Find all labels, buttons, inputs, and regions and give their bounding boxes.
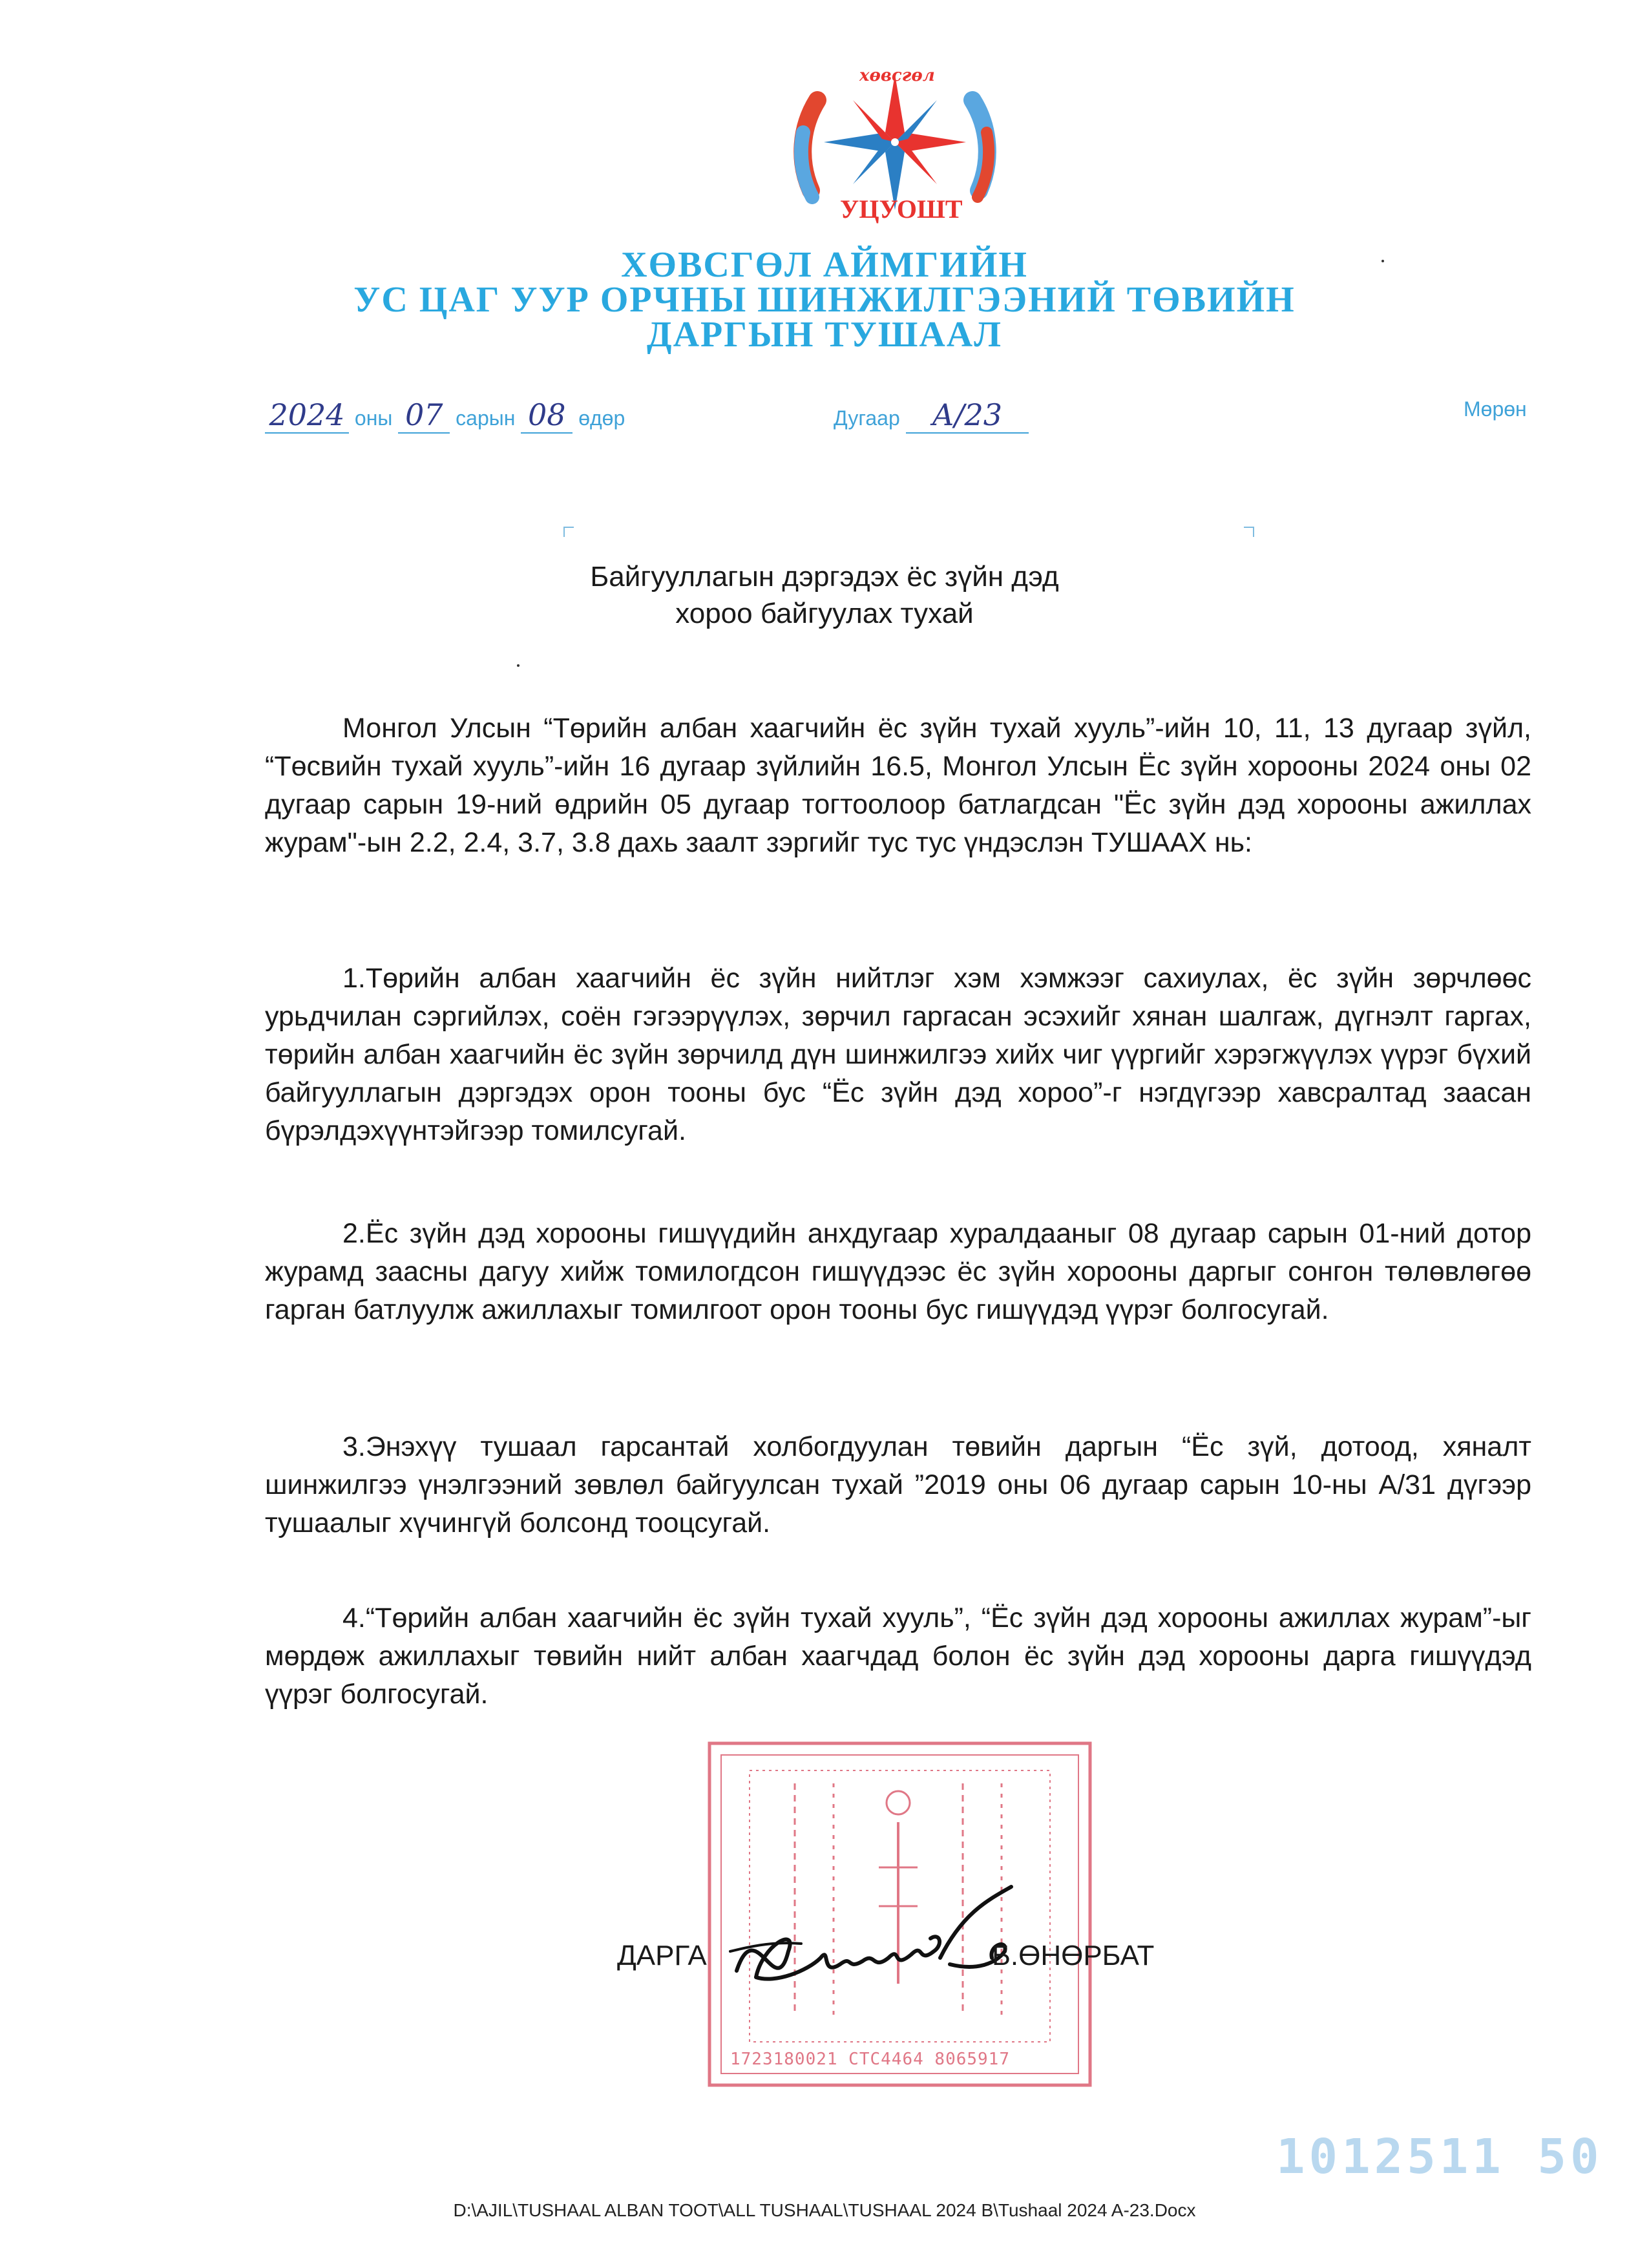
order-item-4 bbox=[265, 1599, 1531, 1714]
intro-text: Монгол Улсын “Төрийн албан хаагчийн ёс зүйн тухай хууль”-ийн 10, 11, 13 дугаар зүйл, “Төсвийн тухай хууль”-ийн 16 дугаар зүйлийн 16.5, Монгол Улсын Ёс зүйн хорооны 2024 оны 02 дугаар сарын 19-ний өдрийн 05 дугаар тогтоолоор батлагдсан "Ёс зүйн дэд хорооны ажиллах журам"-ын 2.2, 2.4, 3.7, 3.8 дахь заалт зэргийг тус тус үндэслэн ТУШААХ нь: bbox=[265, 713, 1531, 858]
subject-line-2: хороо байгуулах тухай bbox=[675, 598, 974, 629]
date-line bbox=[265, 397, 625, 434]
speck bbox=[517, 664, 520, 667]
order-item-3-text: 3.Энэхүү тушаал гарсантай холбогдуулан төвийн даргын “Ёс зүй, дотоод, хяналт шинжилгээ үнэлгээний зөвлөл байгуулсан тухай ”2019 оны 06 дугаар сарын 10-ны А/31 дүгээр тушаалыг хүчингүй болсонд тооцсугай. bbox=[265, 1431, 1531, 1538]
year-suffix: оны bbox=[354, 406, 393, 430]
signatory-title: ДАРГА bbox=[617, 1940, 707, 1971]
speck bbox=[1381, 260, 1384, 262]
handwritten-signature-icon bbox=[717, 1874, 1027, 2010]
intro-paragraph bbox=[265, 709, 1531, 862]
header-line-3: ДАРГЫН ТУШААЛ bbox=[647, 315, 1002, 355]
order-item-1 bbox=[265, 960, 1531, 1150]
month-suffix: сарын bbox=[456, 406, 516, 430]
order-number: А/23 bbox=[932, 397, 1003, 432]
logo-bottom-text: УЦУОШТ bbox=[840, 194, 963, 224]
corner-mark-left bbox=[563, 527, 574, 537]
serial-number: 1012511 50 bbox=[1276, 2129, 1603, 2185]
stamp-number: 1723180021 СТС4464 8065917 bbox=[730, 2050, 1010, 2069]
date-month: 07 bbox=[404, 397, 443, 432]
logo-top-text: хөвсгөл bbox=[859, 66, 935, 85]
order-item-3 bbox=[265, 1428, 1531, 1542]
city-name: Мөрөн bbox=[1464, 397, 1527, 421]
signatory-name: Б.ӨНӨРБАТ bbox=[992, 1940, 1155, 1971]
header-line-1: ХӨВСГӨЛ АЙМГИЙН bbox=[621, 245, 1028, 285]
order-item-1-text: 1.Төрийн албан хаагчийн ёс зүйн нийтлэг хэм хэмжээг сахиулах, ёс зүйн зөрчлөөс урьдчилан сэргийлэх, соён гэгээрүүлэх, зөрчил гаргасан эсэхийг хянан шалгаж, дүгнэлт гаргах, төрийн албан хаагчийн ёс зүйн зөрчилд дүн шинжилгээ хийх чиг үүргийг хэрэгжүүлэх үүрэг бүхий байгууллагын дэргэдэх орон тооны бус “Ёс зүйн дэд хороо”-г нэгдүгээр хавсралтад заасан бүрэлдэхүүнтэйгээр томилсугай. bbox=[265, 963, 1531, 1146]
day-suffix: өдөр bbox=[578, 406, 625, 430]
order-item-2 bbox=[265, 1215, 1531, 1329]
corner-mark-right bbox=[1244, 527, 1254, 537]
number-label: Дугаар bbox=[834, 406, 900, 430]
date-year: 2024 bbox=[269, 397, 345, 432]
order-item-4-text: 4.“Төрийн албан хаагчийн ёс зүйн тухай хууль”, “Ёс зүйн дэд хорооны ажиллах журам”-ыг мөрдөж ажиллахыг төвийн нийт албан хаагчдад болон ёс зүйн дэд хорооны дарга гишүүдэд үүрэг болгосугай. bbox=[265, 1602, 1531, 1710]
file-path-footer: D:\AJIL\TUSHAAL ALBAN TOOT\ALL TUSHAAL\TUSHAAL 2024 B\Tushaal 2024 A-23.Docx bbox=[453, 2200, 1196, 2220]
date-day: 08 bbox=[528, 397, 566, 432]
subject-line-1: Байгууллагын дэргэдэх ёс зүйн дэд bbox=[590, 561, 1059, 593]
header-line-2: УС ЦАГ УУР ОРЧНЫ ШИНЖИЛГЭЭНИЙ ТӨВИЙН bbox=[353, 280, 1296, 320]
order-item-2-text: 2.Ёс зүйн дэд хорооны гишүүдийн анхдугаар хуралдааныг 08 дугаар сарын 01-ний дотор журамд заасны дагуу хийж томилогдсон гишүүдээс ёс зүйн хорооны даргыг сонгон төлөвлөгөө гарган батлуулж ажиллахыг томилгоот орон тооны бус гишүүдэд үүрэг болгосугай. bbox=[265, 1218, 1531, 1325]
order-number-line bbox=[834, 397, 1029, 434]
